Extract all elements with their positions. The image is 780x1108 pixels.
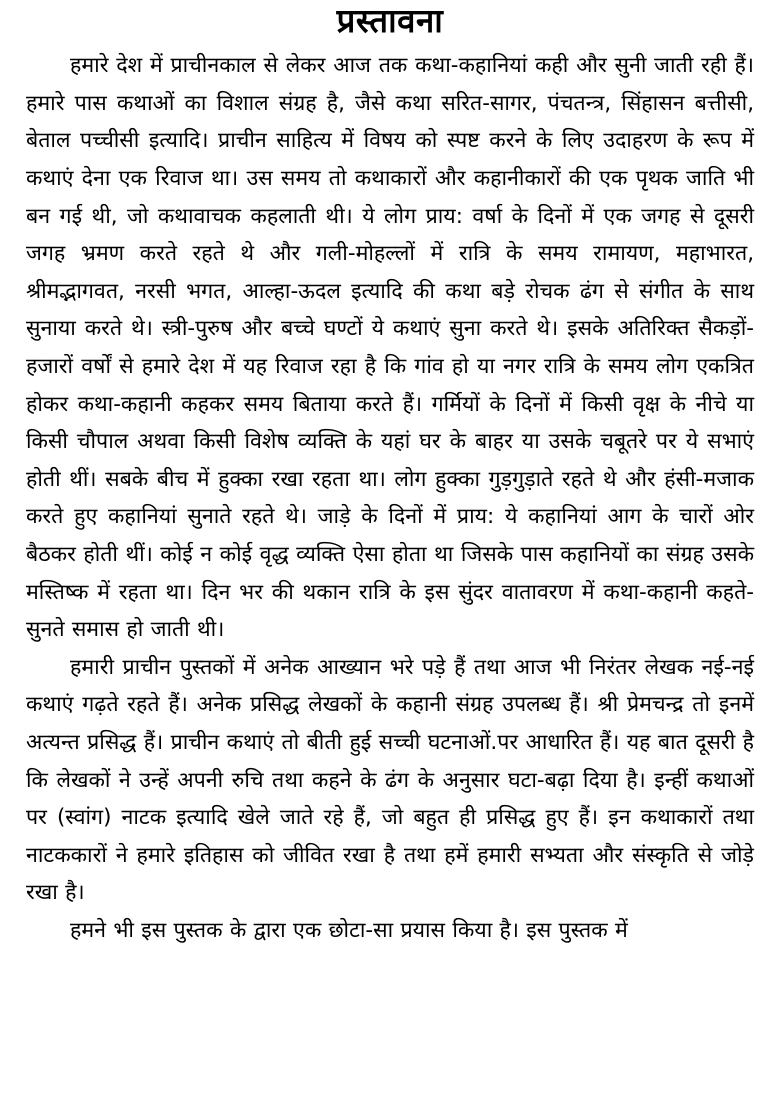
page-title: प्रस्तावना [336,1,444,40]
paragraph-text: हमारी प्राचीन पुस्तकों में अनेक आख्यान भरे पड़े हैं तथा आज भी निरंतर लेखक नई-नई कथाएं गढ़ते रहते हैं। अनेक प्रसिद्ध लेखकों के कहानी संग्रह उपलब्ध हैं। श्री प्रेमचन्द्र तो इनमें अत्यन्त प्रसिद्ध हैं। प्राचीन कथाएं तो बीती हुई सच्ची घटनाओं.पर आधारित हैं। यह बात दूसरी है कि लेखकों ने उन्हें अपनी रुचि तथा कहने के ढंग के अनुसार घटा-बढ़ा दिया है। इन्हीं कथाओं पर (स्वांग) नाटक इत्यादि खेले जाते रहे हैं, जो बहुत ही प्रसिद्ध हुए हैं। इन कथाकारों तथा नाटककारों ने हमारे इतिहास को जीवित रखा है तथा हमें हमारी सभ्यता और संस्कृति से जोड़े रखा है। [26,654,754,906]
paragraph-1 [26,47,754,649]
document-body [26,47,754,949]
paragraph-text: हमारे देश में प्राचीनकाल से लेकर आज तक कथा-कहानियां कही और सुनी जाती रही हैं। हमारे पास कथाओं का विशाल संग्रह है, जैसे कथा सरित-सागर, पंचतन्त्र, सिंहासन बत्तीसी, बेताल पच्चीसी इत्यादि। प्राचीन साहित्य में विषय को स्पष्ट करने के लिए उदाहरण के रूप में कथाएं देना एक रिवाज था। उस समय तो कथाकारों और कहानीकारों की एक पृथक जाति भी बन गई थी, जो कथावाचक कहलाती थी। ये लोग प्राय: वर्षा के दिनों में एक जगह से दूसरी जगह भ्रमण करते रहते थे और गली-मोहल्लों में रात्रि के समय रामायण, महाभारत, श्रीमद्भागवत, नरसी भगत, आल्हा-ऊदल इत्यादि की कथा बड़े रोचक ढंग से संगीत के साथ सुनाया करते थे। स्त्री-पुरुष और बच्चे घण्टों ये कथाएं सुना करते थे। इसके अतिरिक्त सैकड़ों-हजारों वर्षों से हमारे देश में यह रिवाज रहा है कि गांव हो या नगर रात्रि के समय लोग एकत्रित होकर कथा-कहानी कहकर समय बिताया करते हैं। गर्मियों के दिनों में किसी वृक्ष के नीचे या किसी चौपाल अथवा किसी विशेष व्यक्ति के यहां घर के बाहर या उसके चबूतरे पर ये सभाएं होती थीं। सबके बीच में हुक्का रखा रहता था। लोग हुक्का गुड़गुड़ाते रहते थे और हंसी-मजाक करते हुए कहानियां सुनाते रहते थे। जाड़े के दिनों में प्राय: ये कहानियां आग के चारों ओर बैठकर होती थीं। कोई न कोई वृद्ध व्यक्ति ऐसा होता था जिसके पास कहानियों का संग्रह उसके मस्तिष्क में रहता था। दिन भर की थकान रात्रि के इस सुंदर वातावरण में कथा-कहानी कहते-सुनते समास हो जाती थी। [26,53,754,643]
paragraph-3 [26,912,754,950]
paragraph-text: हमने भी इस पुस्तक के द्वारा एक छोटा-सा प्रयास किया है। इस पुस्तक में [70,917,628,943]
paragraph-2 [26,649,754,912]
